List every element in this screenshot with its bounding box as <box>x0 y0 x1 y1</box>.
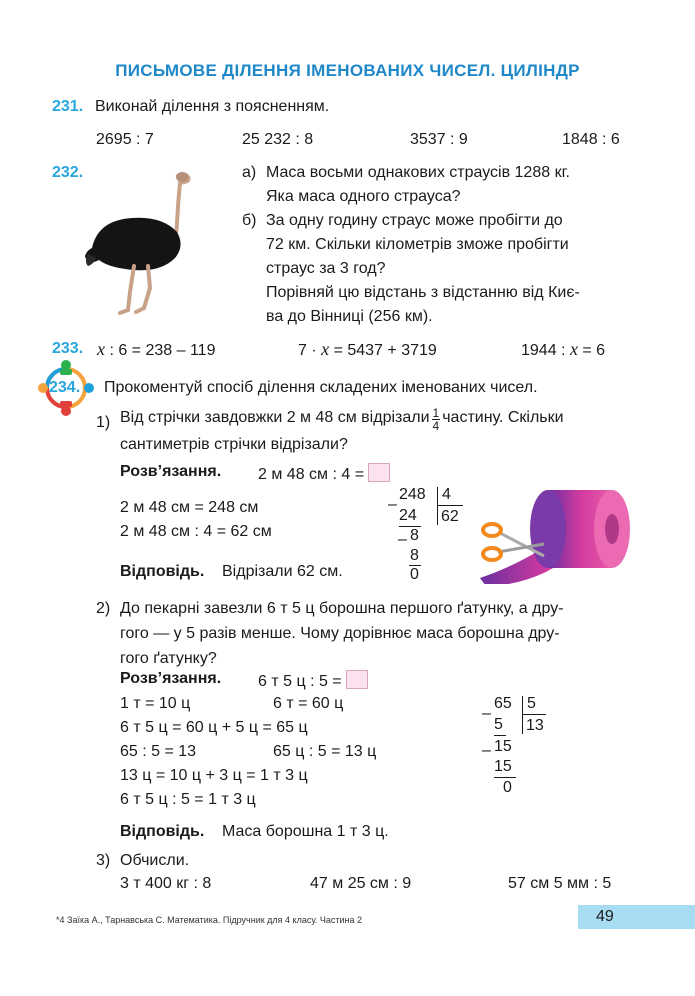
subtrahend-2: 15 <box>494 758 512 775</box>
exercise-233-equation-3 <box>521 339 605 360</box>
problem-1-solution-label: Розв’язання. <box>120 463 222 480</box>
problem-1-line-2: сантиметрів стрічки відрізали? <box>120 436 348 453</box>
exercise-232-b-line-4: Порівняй цю відстань з відстанню від Киє- <box>266 284 580 301</box>
minus-sign: – <box>398 531 407 548</box>
problem-1-text-end: частину. Скільки <box>442 409 564 426</box>
remainder: 0 <box>410 566 419 583</box>
subtrahend-2: 8 <box>410 547 419 564</box>
variable-x: x <box>321 339 330 359</box>
problem-2-solution-label: Розв’язання. <box>120 670 222 687</box>
exercise-232-a-line-1: Маса восьми однакових страусів 1288 кг. <box>266 164 570 181</box>
problem-3-item-2: 47 м 25 см : 9 <box>310 875 412 892</box>
problem-2-line-3: гого ґатунку? <box>120 650 217 667</box>
problem-1-calc-2: 2 м 48 см : 4 = 62 см <box>120 523 272 540</box>
minus-sign: – <box>482 742 491 759</box>
quotient: 62 <box>441 508 459 525</box>
problem-2-answer-text: Маса борошна 1 т 3 ц. <box>222 823 389 840</box>
equation-2-pre: 7 · <box>298 342 322 359</box>
problem-1-answer-label: Відповідь. <box>120 563 205 580</box>
divisor: 4 <box>442 486 451 503</box>
problem-1-solution-expression <box>258 463 390 484</box>
long-division-248-by-4 <box>388 486 468 586</box>
answer-box[interactable] <box>368 463 390 482</box>
exercise-231-item-1: 2695 : 7 <box>96 131 154 148</box>
problem-2-line-2: гого — у 5 разів менше. Чому дорівнює маса борошна дру- <box>120 625 560 642</box>
remainder-step-1: 8 <box>410 527 419 544</box>
minus-sign: – <box>388 496 397 513</box>
exercise-234-task: Прокоментуй спосіб ділення складених іменованих чисел. <box>104 379 538 396</box>
equation-3-rest: = 6 <box>577 342 606 359</box>
problem-2-calc-5: 6 т 5 ц : 5 = 1 т 3 ц <box>120 791 256 808</box>
problem-3-label: 3) <box>96 852 111 869</box>
problem-2-calc-3b: 65 ц : 5 = 13 ц <box>273 743 377 760</box>
remainder-step-1: 15 <box>494 738 512 755</box>
exercise-232-b-line-1: За одну годину страус може пробігти до <box>266 212 563 229</box>
exercise-232-b-line-3: страус за 3 год? <box>266 260 386 277</box>
variable-x: x <box>569 339 578 359</box>
problem-1-text: Від стрічки завдовжки 2 м 48 см відрізали <box>120 409 430 426</box>
problem-2-label: 2) <box>96 600 111 617</box>
solution-expression-text: 2 м 48 см : 4 = <box>258 466 365 483</box>
problem-3-item-3: 57 см 5 мм : 5 <box>508 875 612 892</box>
subtrahend-1: 5 <box>494 716 503 733</box>
long-division-65-by-5 <box>480 695 560 795</box>
ostrich-illustration <box>82 170 194 318</box>
problem-2-solution-expression <box>258 670 368 691</box>
problem-1-line-1 <box>120 407 564 432</box>
problem-2-answer-label: Відповідь. <box>120 823 205 840</box>
exercise-231-number: 231. <box>52 98 84 115</box>
problem-2-calc-1b: 6 т = 60 ц <box>273 695 344 712</box>
variable-x: x <box>97 339 105 359</box>
equation-1-rest: : 6 = 238 – 119 <box>105 342 216 359</box>
problem-2-calc-1a: 1 т = 10 ц <box>120 695 191 712</box>
exercise-232-b-line-2: 72 км. Скільки кілометрів зможе пробігти <box>266 236 569 253</box>
exercise-232-number: 232. <box>52 164 84 181</box>
divisor: 5 <box>527 695 536 712</box>
equation-3-pre: 1944 : <box>521 342 570 359</box>
remainder: 0 <box>503 779 512 796</box>
problem-3-task: Обчисли. <box>120 852 190 869</box>
problem-3-item-1: 3 т 400 кг : 8 <box>120 875 212 892</box>
fraction-one-quarter <box>432 407 441 432</box>
exercise-232-b-label: б) <box>242 212 257 229</box>
exercise-233-equation-1 <box>97 339 215 360</box>
problem-1-label: 1) <box>96 414 111 431</box>
problem-2-calc-3a: 65 : 5 = 13 <box>120 743 197 760</box>
exercise-234-number: 234. <box>49 379 81 396</box>
ribbon-roll-scissors-illustration <box>476 474 640 584</box>
equation-2-rest: = 5437 + 3719 <box>329 342 437 359</box>
exercise-233-equation-2 <box>298 339 437 360</box>
problem-1-answer-text: Відрізали 62 см. <box>222 563 343 580</box>
page-title: ПИСЬМОВЕ ДІЛЕННЯ ІМЕНОВАНИХ ЧИСЕЛ. ЦИЛІНДР <box>115 61 580 80</box>
fraction-denominator: 4 <box>432 419 440 433</box>
exercise-231-item-2: 25 232 : 8 <box>242 131 314 148</box>
exercise-231-task: Виконай ділення з поясненням. <box>95 98 330 115</box>
exercise-233-number: 233. <box>52 340 84 357</box>
answer-box[interactable] <box>346 670 368 689</box>
quotient: 13 <box>526 717 544 734</box>
dividend: 65 <box>494 695 512 712</box>
exercise-231-item-4: 1848 : 6 <box>562 131 620 148</box>
dividend: 248 <box>399 486 426 503</box>
page-number: 49 <box>596 908 614 925</box>
exercise-232-b-line-5: ва до Вінниці (256 км). <box>266 308 433 325</box>
exercise-232-a-line-2: Яка маса одного страуса? <box>266 188 461 205</box>
fraction-numerator: 1 <box>432 406 440 420</box>
problem-2-calc-4: 13 ц = 10 ц + 3 ц = 1 т 3 ц <box>120 767 308 784</box>
subtrahend-1: 24 <box>399 507 417 524</box>
exercise-232-a-label: а) <box>242 164 257 181</box>
footer-citation: *4 Заїка А., Тарнавська С. Математика. Підручник для 4 класу. Частина 2 <box>56 915 363 925</box>
exercise-231-item-3: 3537 : 9 <box>410 131 468 148</box>
problem-2-calc-2: 6 т 5 ц = 60 ц + 5 ц = 65 ц <box>120 719 308 736</box>
problem-1-calc-1: 2 м 48 см = 248 см <box>120 499 259 516</box>
solution-expression-text: 6 т 5 ц : 5 = <box>258 673 342 690</box>
problem-2-line-1: До пекарні завезли 6 т 5 ц борошна першого ґатунку, а дру- <box>120 600 564 617</box>
minus-sign: – <box>482 705 491 722</box>
